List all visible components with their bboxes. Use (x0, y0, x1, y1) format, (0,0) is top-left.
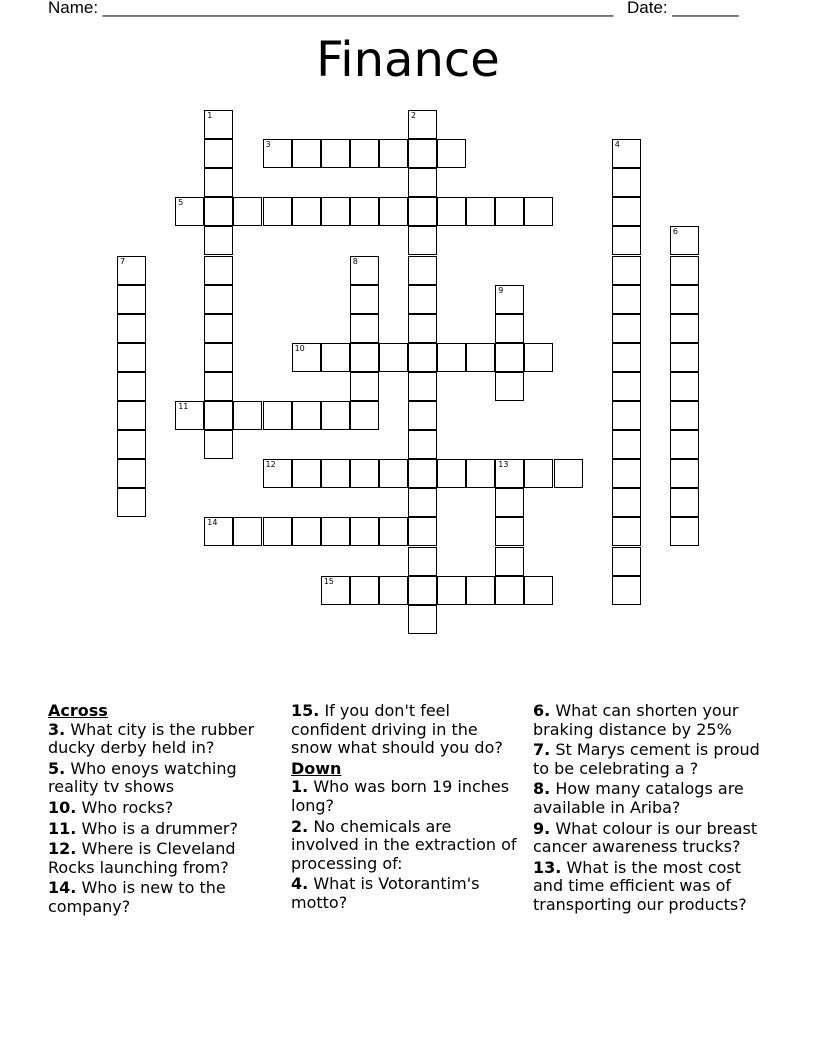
crossword-cell[interactable] (495, 372, 524, 401)
crossword-cell[interactable] (117, 343, 146, 372)
clue-text: Where is Cleveland Rocks launching from? (48, 839, 236, 877)
clue-item (291, 818, 519, 874)
clue-number: 6. (533, 701, 551, 720)
clue-number: 14. (48, 878, 77, 898)
crossword-cell[interactable] (408, 372, 437, 401)
clue-item (533, 820, 773, 857)
crossword-cell[interactable] (466, 576, 495, 605)
crossword-cell[interactable] (408, 197, 437, 226)
clue-text: Who enoys watching reality tv shows (48, 758, 237, 797)
crossword-cell[interactable] (350, 343, 379, 372)
clue-number: 11. (48, 818, 77, 838)
crossword-cell[interactable] (612, 197, 641, 226)
cell-number: 12 (265, 460, 276, 470)
crossword-cell[interactable] (117, 285, 146, 314)
crossword-cell[interactable] (524, 576, 553, 605)
crossword-cell[interactable] (670, 256, 699, 285)
crossword-cell[interactable] (437, 459, 466, 488)
crossword-cell[interactable] (321, 576, 350, 605)
clue-text: What city is the rubber ducky derby held in? (48, 719, 255, 758)
crossword-cell[interactable] (495, 285, 524, 314)
crossword-cell[interactable] (612, 314, 641, 343)
cell-number: 1 (207, 111, 213, 120)
crossword-cell[interactable] (117, 401, 146, 430)
crossword-cell[interactable] (437, 197, 466, 226)
crossword-cell[interactable] (233, 401, 262, 430)
crossword-cell[interactable] (204, 343, 233, 372)
crossword-cell[interactable] (204, 401, 233, 430)
clue-text: Who rocks? (81, 797, 174, 817)
cell-number: 5 (178, 198, 184, 208)
down-clue-list (291, 778, 519, 912)
crossword-cell[interactable] (379, 139, 408, 168)
clue-text: Who is new to the company? (48, 878, 226, 916)
crossword-cell[interactable] (466, 197, 495, 226)
crossword-cell[interactable] (612, 430, 641, 459)
clue-number: 5. (48, 758, 66, 778)
crossword-cell[interactable] (437, 343, 466, 372)
clue-item (291, 875, 519, 912)
crossword-cell[interactable] (204, 197, 233, 226)
crossword-cell[interactable] (350, 372, 379, 401)
crossword-cell[interactable] (670, 459, 699, 488)
crossword-cell[interactable] (263, 401, 292, 430)
crossword-cell[interactable] (204, 226, 233, 255)
cell-number: 6 (672, 227, 678, 237)
crossword-cell[interactable] (321, 139, 350, 168)
crossword-cell[interactable] (350, 197, 379, 226)
crossword-cell[interactable] (612, 226, 641, 255)
crossword-cell[interactable] (321, 459, 350, 488)
name-field-label: Name: ______________________________________________________ (48, 0, 614, 17)
page-title: Finance (316, 32, 500, 88)
crossword-cell[interactable] (612, 372, 641, 401)
clue-item (48, 760, 270, 797)
crossword-cell[interactable] (408, 517, 437, 546)
crossword-cell[interactable] (263, 517, 292, 546)
crossword-cell[interactable] (233, 517, 262, 546)
crossword-cell[interactable] (495, 197, 524, 226)
crossword-cell[interactable] (670, 285, 699, 314)
crossword-cell[interactable] (612, 343, 641, 372)
crossword-cell[interactable] (379, 517, 408, 546)
crossword-cell[interactable] (408, 605, 437, 634)
crossword-cell[interactable] (350, 517, 379, 546)
down-heading: Down (291, 758, 342, 778)
crossword-cell[interactable] (524, 459, 553, 488)
crossword-cell[interactable] (408, 314, 437, 343)
crossword-cell[interactable] (408, 226, 437, 255)
crossword-cell[interactable] (321, 343, 350, 372)
crossword-cell[interactable] (670, 226, 699, 255)
clue-text: Who was born 19 inches long? (291, 777, 510, 815)
crossword-cell[interactable] (670, 343, 699, 372)
crossword-cell[interactable] (350, 576, 379, 605)
crossword-cell[interactable] (379, 459, 408, 488)
clue-item (48, 879, 270, 916)
clue-number: 3. (48, 719, 66, 739)
crossword-cell[interactable] (408, 343, 437, 372)
crossword-cell[interactable] (408, 256, 437, 285)
crossword-cell[interactable] (495, 343, 524, 372)
cell-number: 7 (120, 256, 126, 266)
clue-item (48, 840, 270, 877)
crossword-cell[interactable] (408, 547, 437, 576)
clue-text: What can shorten your braking distance by 25% (533, 701, 739, 739)
crossword-cell[interactable] (524, 197, 553, 226)
crossword-cell[interactable] (495, 488, 524, 517)
crossword-cell[interactable] (408, 488, 437, 517)
clue-item (291, 778, 519, 815)
clue-number: 12. (48, 839, 77, 859)
cell-number: 2 (411, 111, 417, 120)
clue-number: 4. (291, 874, 309, 894)
crossword-cell[interactable] (117, 314, 146, 343)
clue-text: If you don't feel confident driving in the snow what should you do? (291, 701, 503, 758)
crossword-cell[interactable] (350, 285, 379, 314)
crossword-cell[interactable] (524, 343, 553, 372)
crossword-cell[interactable] (204, 372, 233, 401)
crossword-cell[interactable] (466, 459, 495, 488)
crossword-cell[interactable] (379, 343, 408, 372)
clue-number: 2. (291, 816, 309, 836)
crossword-cell[interactable] (408, 285, 437, 314)
crossword-cell[interactable] (670, 314, 699, 343)
crossword-cell[interactable] (263, 197, 292, 226)
crossword-cell[interactable] (612, 576, 641, 605)
clues-column-2 (291, 702, 519, 915)
clue-number: 10. (48, 797, 77, 817)
crossword-cell[interactable] (233, 197, 262, 226)
crossword-cell[interactable] (437, 139, 466, 168)
clue-item (533, 741, 773, 778)
crossword-cell[interactable] (408, 168, 437, 197)
crossword-cell[interactable] (495, 459, 524, 488)
crossword-cell[interactable] (379, 576, 408, 605)
clue-text: What is the most cost and time efficient was of transporting our products? (533, 857, 747, 914)
clue-text: What colour is our breast cancer awareness trucks? (533, 818, 758, 857)
clue-item (291, 702, 519, 758)
cell-number: 4 (614, 140, 620, 150)
clue-number: 9. (533, 818, 551, 838)
crossword-cell[interactable] (670, 372, 699, 401)
clue-item (533, 702, 773, 739)
across-clue-list (48, 721, 270, 917)
crossword-cell[interactable] (117, 430, 146, 459)
crossword-cell[interactable] (408, 459, 437, 488)
cell-number: 15 (323, 576, 334, 586)
crossword-cell[interactable] (321, 517, 350, 546)
clue-item (48, 799, 270, 818)
crossword-cell[interactable] (263, 459, 292, 488)
clue-text: Who is a drummer? (81, 818, 238, 838)
crossword-cell[interactable] (204, 110, 233, 139)
crossword-cell[interactable] (612, 547, 641, 576)
crossword-cell[interactable] (292, 517, 321, 546)
crossword-cell[interactable] (117, 459, 146, 488)
crossword-cell[interactable] (204, 139, 233, 168)
crossword-cell[interactable] (204, 285, 233, 314)
crossword-cell[interactable] (612, 488, 641, 517)
clue-text: St Marys cement is proud to be celebrating a ? (533, 740, 760, 778)
cell-number: 8 (352, 256, 358, 266)
crossword-cell[interactable] (350, 314, 379, 343)
crossword-cell[interactable] (408, 430, 437, 459)
crossword-cell[interactable] (408, 401, 437, 430)
crossword-cell[interactable] (321, 401, 350, 430)
crossword-cell[interactable] (466, 343, 495, 372)
crossword-cell[interactable] (175, 401, 204, 430)
clue-text: What is Votorantim's motto? (291, 874, 480, 912)
crossword-cell[interactable] (670, 401, 699, 430)
cell-number: 11 (178, 402, 189, 411)
clue-item (533, 859, 773, 915)
crossword-cell[interactable] (117, 256, 146, 285)
crossword-cell[interactable] (379, 197, 408, 226)
cell-number: 10 (294, 343, 305, 353)
cell-number: 14 (207, 518, 218, 528)
crossword-cell[interactable] (292, 139, 321, 168)
crossword-cell[interactable] (408, 576, 437, 605)
down-clue-list-continued (533, 702, 773, 915)
clue-item (48, 721, 270, 758)
crossword-cell[interactable] (670, 488, 699, 517)
crossword-cell[interactable] (612, 168, 641, 197)
crossword-cell[interactable] (204, 517, 233, 546)
crossword-cell[interactable] (554, 459, 583, 488)
crossword-cell[interactable] (612, 517, 641, 546)
clues-column-3 (533, 702, 773, 917)
crossword-cell[interactable] (612, 139, 641, 168)
crossword-cell[interactable] (204, 256, 233, 285)
crossword-cell[interactable] (437, 576, 466, 605)
crossword-cell[interactable] (292, 401, 321, 430)
crossword-cell[interactable] (612, 285, 641, 314)
crossword-cell[interactable] (350, 256, 379, 285)
date-field-label: Date: _______ (627, 0, 739, 17)
clue-number: 15. (291, 701, 320, 720)
crossword-cell[interactable] (263, 139, 292, 168)
cell-number: 3 (265, 140, 271, 150)
crossword-cell[interactable] (495, 576, 524, 605)
crossword-cell[interactable] (612, 459, 641, 488)
crossword-cell[interactable] (321, 197, 350, 226)
crossword-cell[interactable] (612, 256, 641, 285)
crossword-cell[interactable] (408, 139, 437, 168)
crossword-cell[interactable] (670, 517, 699, 546)
clues-column-1 (48, 702, 270, 919)
crossword-cell[interactable] (408, 110, 437, 139)
crossword-cell[interactable] (350, 401, 379, 430)
crossword-cell[interactable] (117, 488, 146, 517)
crossword-cell[interactable] (495, 314, 524, 343)
crossword-cell[interactable] (204, 430, 233, 459)
crossword-cell[interactable] (612, 401, 641, 430)
crossword-cell[interactable] (350, 459, 379, 488)
clue-number: 1. (291, 777, 309, 797)
across-clue-list-continued (291, 702, 519, 758)
across-heading: Across (48, 701, 108, 720)
crossword-cell[interactable] (204, 168, 233, 197)
cell-number: 9 (498, 285, 504, 295)
crossword-cell[interactable] (175, 197, 204, 226)
crossword-cell[interactable] (292, 343, 321, 372)
clue-number: 13. (533, 857, 562, 877)
crossword-cell[interactable] (292, 459, 321, 488)
crossword-cell[interactable] (670, 430, 699, 459)
crossword-cell[interactable] (204, 314, 233, 343)
crossword-cell[interactable] (117, 372, 146, 401)
crossword-cell[interactable] (495, 517, 524, 546)
clue-text: No chemicals are involved in the extraction of processing of: (291, 816, 517, 873)
clue-item (48, 820, 270, 839)
crossword-cell[interactable] (292, 197, 321, 226)
crossword-cell[interactable] (495, 547, 524, 576)
crossword-cell[interactable] (350, 139, 379, 168)
clue-number: 7. (533, 740, 551, 760)
clue-text: How many catalogs are available in Ariba? (533, 779, 744, 817)
clue-item (533, 780, 773, 817)
cell-number: 13 (498, 460, 509, 470)
clue-number: 8. (533, 779, 551, 799)
